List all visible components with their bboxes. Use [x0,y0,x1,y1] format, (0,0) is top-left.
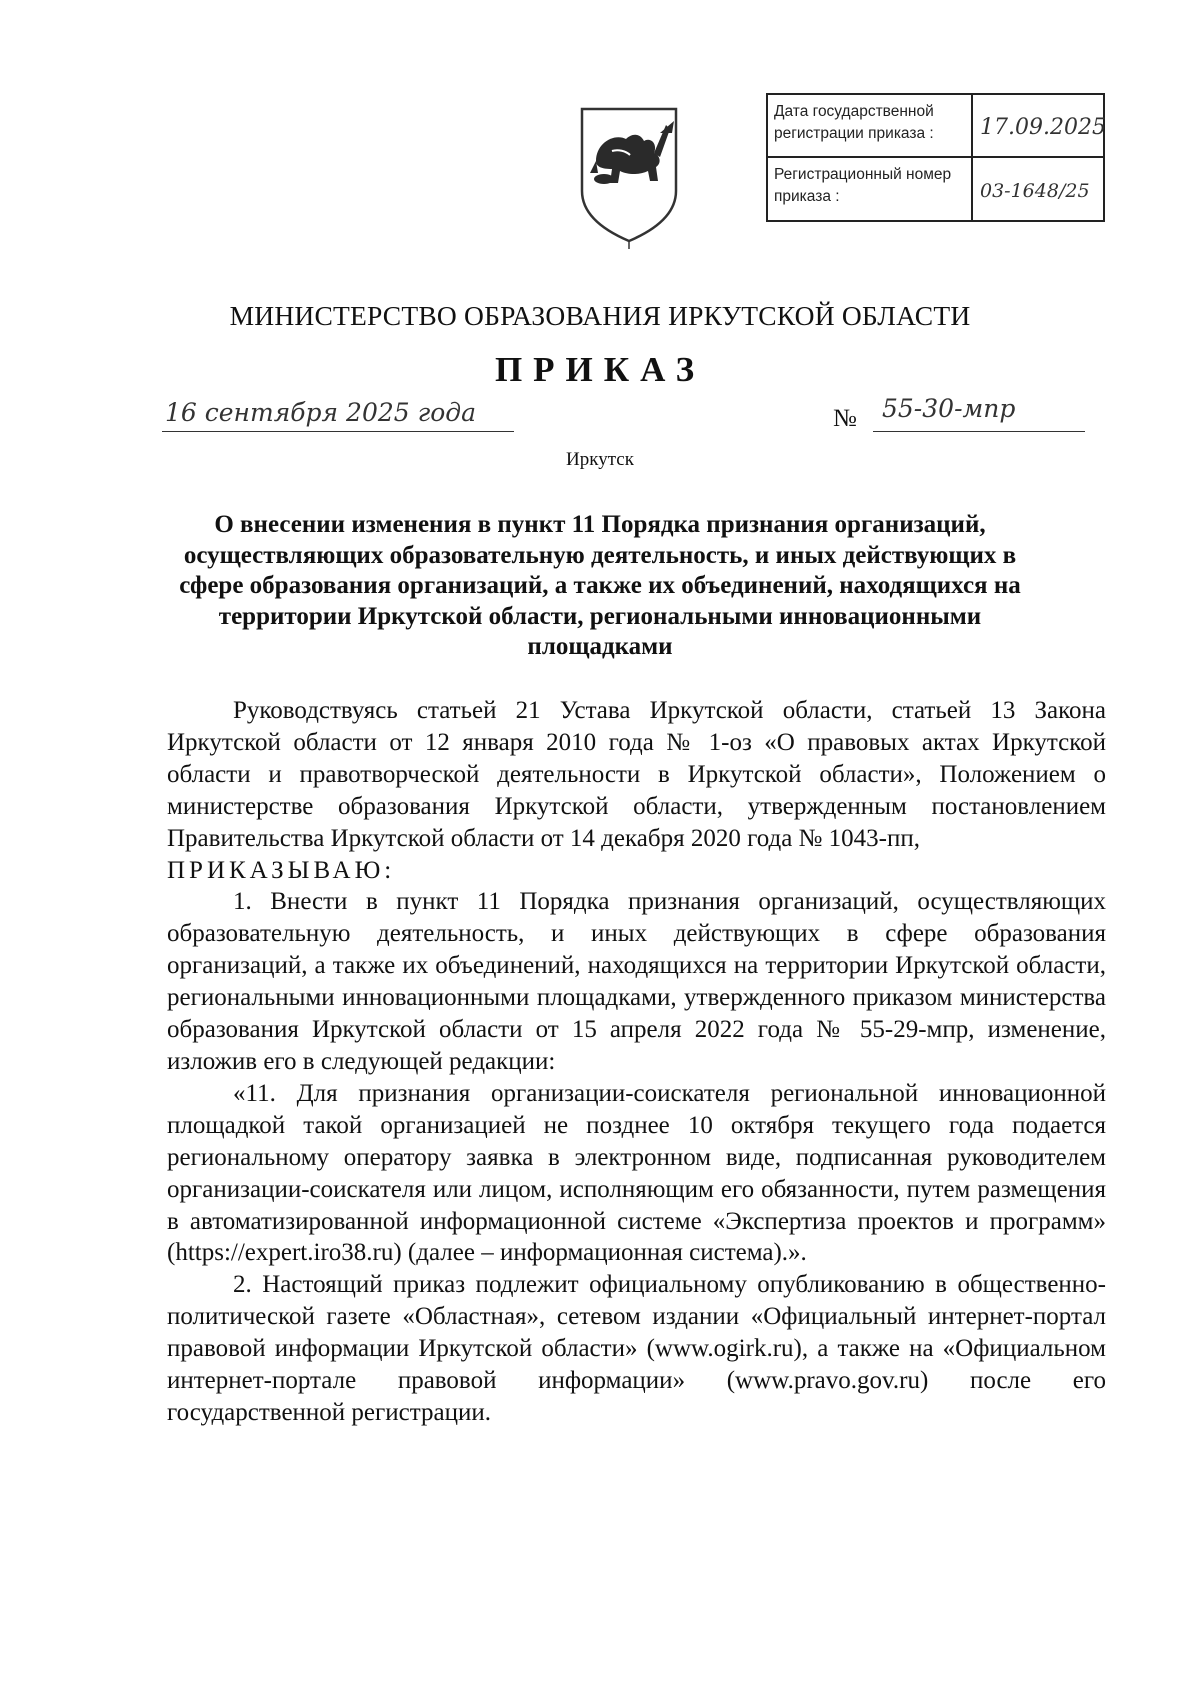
coat-of-arms-emblem [574,103,684,249]
registration-number-label: Регистрационный номер приказа : [774,166,952,205]
registration-box-divider [971,158,973,220]
item-1-paragraph: 1. Внести в пункт 11 Порядка признания организаций, осуществляющих образовательную деятельность, и иных действующих в сфере образования организаций, а также их объединений, находящихся на территории Иркутской области, региональными инновационными площадками, утвержденного приказом министерства образования Иркутской области от 15 апреля 2022 года № 55-29-мпр, изменение, изложив его в следующей редакции: [167,888,1106,1075]
handwritten-order-date: 16 сентября 2025 года [165,398,477,427]
document-type-heading: ПРИКАЗ [494,350,706,389]
city-name: Иркутск [566,449,634,470]
item-2-paragraph: 2. Настоящий приказ подлежит официальному опубликованию в общественно-политической газете «Областная», сетевом издании «Официальный интернет-портал правовой информации Иркутской области» (www.ogirk.ru), а также на «Официальном интернет-портале правовой информации» (www.pravo.gov.ru) после его государственной регистрации. [167,1271,1106,1426]
registration-date-value: 17.09.2025 [980,115,1106,140]
date-underline [162,431,514,432]
preamble-paragraph: Руководствуясь статьей 21 Устава Иркутской области, статьей 13 Закона Иркутской области от 12 января 2010 года № 1-оз «О правовых актах Иркутской области и правотворческой деятельности в Иркутской области», Положением о министерстве образования Иркутской области, утвержденным постановлением Правительства Иркутской области от 14 декабря 2020 года № 1043-пп, [167,697,1106,852]
registration-date-row [768,95,1106,158]
registration-date-label: Дата государственной регистрации приказа : [774,103,934,142]
registration-number-row [768,158,1103,220]
handwritten-order-number: 55-30-мпр [882,394,1016,423]
decree-word: ПРИКАЗЫВАЮ: [167,856,396,884]
number-underline [873,431,1085,432]
registration-box-divider [971,95,973,156]
ministry-heading: МИНИСТЕРСТВО ОБРАЗОВАНИЯ ИРКУТСКОЙ ОБЛАСТИ [229,300,971,331]
order-body [167,695,1106,1429]
order-number-sign: № [833,405,857,432]
registration-stamp-box [766,93,1105,222]
coat-of-arms-shield-icon [574,103,684,249]
order-title: О внесении изменения в пункт 11 Порядка признания организаций, осуществляющих образовательную деятельность, и иных действующих в сфере образования организаций, а также их объединений, находящихся на территории Иркутской области, региональными инновационными площадками [179,511,1021,661]
registration-number-value: 03-1648/25 [980,180,1090,202]
item-1-quoted-text: «11. Для признания организации-соискателя региональной инновационной площадкой такой организацией не позднее 10 октября текущего года подается региональному оператору заявка в электронном виде, подписанная руководителем организации-соискателя или лицом, исполняющим его обязанности, путем размещения в автоматизированной информационной системе «Экспертиза проектов и программ» (https://expert.iro38.ru) (далее – информационная система).». [167,1079,1106,1267]
